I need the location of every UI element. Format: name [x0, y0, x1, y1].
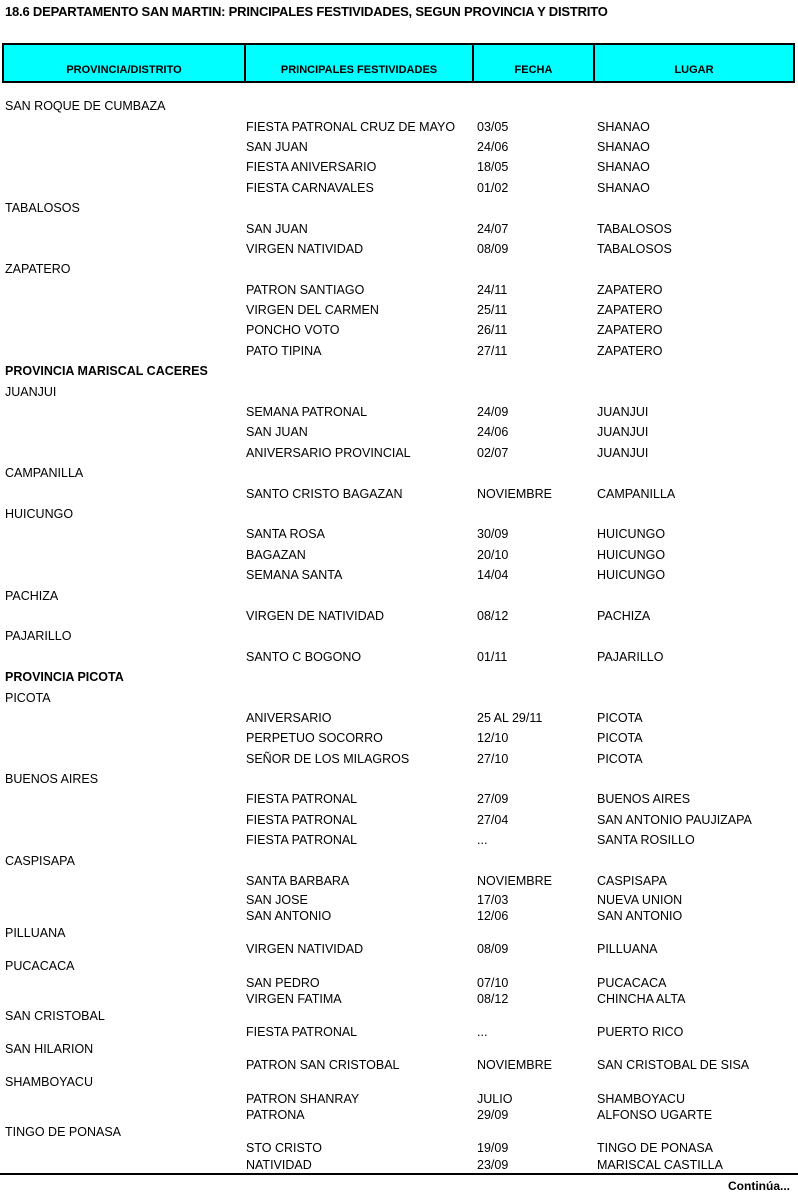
fecha-cell: 24/06: [477, 425, 509, 440]
fecha-cell: NOVIEMBRE: [477, 486, 553, 501]
festividad-cell: PATRON SHANRAY: [246, 1091, 360, 1106]
festividad-cell: VIRGEN FATIMA: [246, 992, 342, 1007]
provincia-distrito-cell: PACHIZA: [5, 588, 59, 603]
table-row: [0, 565, 798, 585]
festividad-cell: STO CRISTO: [246, 1141, 322, 1156]
fecha-cell: 23/09: [477, 1158, 509, 1173]
table-row: [0, 1157, 798, 1174]
fecha-cell: 19/09: [477, 1141, 509, 1156]
table-row: [0, 402, 798, 422]
lugar-cell: CHINCHA ALTA: [597, 992, 686, 1007]
provincia-distrito-cell: CASPISAPA: [5, 853, 75, 868]
column-header-provincia-distrito: PROVINCIA/DISTRITO: [4, 45, 246, 81]
provincia-distrito-cell: ZAPATERO: [5, 262, 71, 277]
table-row: [0, 908, 798, 925]
lugar-cell: HUICUNGO: [597, 527, 666, 542]
festividad-cell: FIESTA PATRONAL: [246, 1025, 358, 1040]
provincia-distrito-cell: PROVINCIA MARISCAL CACERES: [5, 364, 208, 379]
fecha-cell: 27/10: [477, 751, 509, 766]
fecha-cell: 24/11: [477, 282, 508, 297]
lugar-cell: CAMPANILLA: [597, 486, 676, 501]
lugar-cell: PUERTO RICO: [597, 1025, 684, 1040]
festividad-cell: NATIVIDAD: [246, 1158, 312, 1173]
lugar-cell: MARISCAL CASTILLA: [597, 1158, 723, 1173]
table-row: [0, 137, 798, 157]
festividad-cell: PATRON SANTIAGO: [246, 282, 365, 297]
fecha-cell: 27/04: [477, 812, 509, 827]
fecha-cell: 12/10: [477, 731, 509, 746]
provincia-distrito-cell: BUENOS AIRES: [5, 772, 99, 787]
lugar-cell: ALFONSO UGARTE: [597, 1108, 713, 1123]
table-row: [0, 924, 798, 941]
fecha-cell: 02/07: [477, 445, 509, 460]
fecha-cell: 14/04: [477, 568, 509, 583]
fecha-cell: 08/09: [477, 942, 509, 957]
lugar-cell: ZAPATERO: [597, 303, 663, 318]
lugar-cell: HUICUNGO: [597, 568, 666, 583]
lugar-cell: CASPISAPA: [597, 874, 667, 889]
table-row: [0, 941, 798, 958]
lugar-cell: JUANJUI: [597, 425, 649, 440]
festividad-cell: FIESTA PATRONAL: [246, 812, 358, 827]
table-row: [0, 728, 798, 748]
fecha-cell: 30/09: [477, 527, 509, 542]
table-row: [0, 974, 798, 991]
fecha-cell: 27/09: [477, 792, 509, 807]
festividad-cell: FIESTA ANIVERSARIO: [246, 160, 377, 175]
table-row: [0, 1140, 798, 1157]
table-row: [0, 504, 798, 524]
provincia-distrito-cell: SAN CRISTOBAL: [5, 1008, 105, 1023]
festividad-cell: FIESTA PATRONAL CRUZ DE MAYO: [246, 119, 456, 134]
festividad-cell: SAN PEDRO: [246, 975, 320, 990]
provincia-distrito-cell: JUANJUI: [5, 384, 57, 399]
festividad-cell: VIRGEN DE NATIVIDAD: [246, 608, 384, 623]
table-row: [0, 647, 798, 667]
table-row: [0, 361, 798, 381]
lugar-cell: SHANAO: [597, 180, 650, 195]
festividad-cell: SEÑOR DE LOS MILAGROS: [246, 751, 410, 766]
table-row: [0, 1007, 798, 1024]
fecha-cell: 08/09: [477, 241, 509, 256]
provincia-distrito-cell: HUICUNGO: [5, 507, 74, 521]
fecha-cell: 27/11: [477, 343, 508, 358]
festividad-cell: SAN JUAN: [246, 139, 308, 154]
table-body: [0, 96, 798, 1173]
lugar-cell: TINGO DE PONASA: [597, 1141, 713, 1156]
lugar-cell: PAJARILLO: [597, 649, 664, 664]
continua-note: Continúa...: [728, 1179, 790, 1193]
table-row: [0, 850, 798, 870]
table-row: [0, 1074, 798, 1091]
festividad-cell: VIRGEN NATIVIDAD: [246, 942, 364, 957]
lugar-cell: JUANJUI: [597, 405, 649, 420]
table-row: [0, 1124, 798, 1141]
table-row: [0, 545, 798, 565]
fecha-cell: 29/09: [477, 1108, 509, 1123]
lugar-cell: PICOTA: [597, 751, 643, 766]
table-header: [2, 43, 795, 83]
lugar-cell: PICOTA: [597, 731, 643, 746]
table-row: [0, 1041, 798, 1058]
fecha-cell: 18/05: [477, 160, 509, 175]
table-row: [0, 443, 798, 463]
festividad-cell: SAN JUAN: [246, 221, 308, 236]
festividad-cell: SAN JOSE: [246, 892, 308, 907]
fecha-cell: 08/12: [477, 608, 509, 623]
lugar-cell: TABALOSOS: [597, 241, 672, 256]
fecha-cell: JULIO: [477, 1091, 513, 1106]
fecha-cell: ...: [477, 833, 488, 848]
table-row: [0, 789, 798, 809]
festividad-cell: SEMANA SANTA: [246, 568, 343, 583]
lugar-cell: SHANAO: [597, 139, 650, 154]
fecha-cell: 17/03: [477, 892, 509, 907]
festividad-cell: PATRONA: [246, 1108, 305, 1123]
lugar-cell: ZAPATERO: [597, 343, 663, 358]
fecha-cell: 26/11: [477, 323, 508, 338]
table-row: [0, 463, 798, 483]
table-row: [0, 891, 798, 908]
provincia-distrito-cell: CAMPANILLA: [5, 466, 84, 481]
lugar-cell: JUANJUI: [597, 445, 649, 460]
fecha-cell: 01/02: [477, 180, 509, 195]
provincia-distrito-cell: PUCACACA: [5, 958, 75, 973]
fecha-cell: 25/11: [477, 303, 508, 318]
festividad-cell: BAGAZAN: [246, 547, 306, 562]
table-row: [0, 524, 798, 544]
table-row: [0, 341, 798, 361]
lugar-cell: SHANAO: [597, 160, 650, 175]
table-row: [0, 422, 798, 442]
fecha-cell: ...: [477, 1025, 488, 1040]
festividad-cell: FIESTA PATRONAL: [246, 833, 358, 848]
table-row: [0, 626, 798, 646]
lugar-cell: SANTA ROSILLO: [597, 833, 695, 848]
festividad-cell: FIESTA PATRONAL: [246, 792, 358, 807]
festividad-cell: SAN ANTONIO: [246, 909, 332, 924]
festividad-cell: PATO TIPINA: [246, 343, 322, 358]
table-row: [0, 1057, 798, 1074]
fecha-cell: 07/10: [477, 975, 509, 990]
festividad-cell: ANIVERSARIO: [246, 710, 332, 725]
table-bottom-rule: [0, 1173, 798, 1175]
lugar-cell: SHAMBOYACU: [597, 1091, 685, 1106]
lugar-cell: ZAPATERO: [597, 323, 663, 338]
lugar-cell: SAN ANTONIO PAUJIZAPA: [597, 812, 752, 827]
table-row: [0, 585, 798, 605]
table-row: [0, 1024, 798, 1041]
provincia-distrito-cell: SHAMBOYACU: [5, 1075, 93, 1090]
table-row: [0, 769, 798, 789]
lugar-cell: PILLUANA: [597, 942, 658, 957]
provincia-distrito-cell: SAN ROQUE DE CUMBAZA: [5, 99, 166, 114]
table-row: [0, 991, 798, 1008]
table-row: [0, 667, 798, 687]
festividad-cell: VIRGEN DEL CARMEN: [246, 303, 379, 318]
lugar-cell: PUCACACA: [597, 975, 667, 990]
table-row: [0, 749, 798, 769]
fecha-cell: 12/06: [477, 909, 509, 924]
lugar-cell: SAN CRISTOBAL DE SISA: [597, 1058, 750, 1073]
festividad-cell: SANTO CRISTO BAGAZAN: [246, 486, 403, 501]
lugar-cell: PACHIZA: [597, 608, 651, 623]
festividad-cell: SANTA ROSA: [246, 527, 325, 542]
lugar-cell: BUENOS AIRES: [597, 792, 691, 807]
table-row: [0, 218, 798, 238]
festividad-cell: PATRON SAN CRISTOBAL: [246, 1058, 400, 1073]
table-row: [0, 157, 798, 177]
fecha-cell: 24/06: [477, 139, 509, 154]
table-row: [0, 198, 798, 218]
column-header-fecha: FECHA: [474, 45, 595, 81]
provincia-distrito-cell: PROVINCIA PICOTA: [5, 670, 124, 685]
fecha-cell: 01/11: [477, 649, 508, 664]
table-row: [0, 810, 798, 830]
provincia-distrito-cell: PAJARILLO: [5, 629, 72, 644]
provincia-distrito-cell: PILLUANA: [5, 925, 66, 940]
fecha-cell: 03/05: [477, 119, 509, 134]
lugar-cell: SHANAO: [597, 119, 650, 134]
provincia-distrito-cell: PICOTA: [5, 690, 51, 705]
lugar-cell: ZAPATERO: [597, 282, 663, 297]
lugar-cell: TABALOSOS: [597, 221, 672, 236]
festividad-cell: SEMANA PATRONAL: [246, 405, 368, 420]
table-row: [0, 958, 798, 975]
table-row: [0, 96, 798, 116]
lugar-cell: HUICUNGO: [597, 547, 666, 562]
table-row: [0, 871, 798, 891]
festividad-cell: PONCHO VOTO: [246, 323, 340, 338]
table-row: [0, 483, 798, 503]
table-row: [0, 178, 798, 198]
festividad-cell: FIESTA CARNAVALES: [246, 180, 374, 195]
table-row: [0, 116, 798, 136]
festividad-cell: VIRGEN NATIVIDAD: [246, 241, 364, 256]
fecha-cell: 24/09: [477, 405, 509, 420]
table-row: [0, 687, 798, 707]
fecha-cell: NOVIEMBRE: [477, 1058, 553, 1073]
table-row: [0, 259, 798, 279]
table-row: [0, 381, 798, 401]
lugar-cell: NUEVA UNION: [597, 892, 683, 907]
lugar-cell: SAN ANTONIO: [597, 909, 683, 924]
lugar-cell: PICOTA: [597, 710, 643, 725]
table-row: [0, 708, 798, 728]
provincia-distrito-cell: SAN HILARION: [5, 1041, 94, 1056]
provincia-distrito-cell: TABALOSOS: [5, 201, 80, 216]
table-row: [0, 1107, 798, 1124]
fecha-cell: 25 AL 29/11: [477, 710, 543, 725]
fecha-cell: 08/12: [477, 992, 509, 1007]
festividad-cell: SAN JUAN: [246, 425, 308, 440]
column-header-principales-festividades: PRINCIPALES FESTIVIDADES: [246, 45, 474, 81]
table-row: [0, 320, 798, 340]
festividad-cell: SANTO C BOGONO: [246, 649, 362, 664]
provincia-distrito-cell: TINGO DE PONASA: [5, 1124, 121, 1139]
fecha-cell: 20/10: [477, 547, 509, 562]
table-row: [0, 280, 798, 300]
table-row: [0, 830, 798, 850]
table-row: [0, 606, 798, 626]
table-row: [0, 239, 798, 259]
festividad-cell: SANTA BARBARA: [246, 874, 350, 889]
fecha-cell: 24/07: [477, 221, 509, 236]
page-title: 18.6 DEPARTAMENTO SAN MARTIN: PRINCIPALES FESTIVIDADES, SEGUN PROVINCIA Y DISTRITO: [5, 4, 608, 19]
festividad-cell: ANIVERSARIO PROVINCIAL: [246, 445, 411, 460]
column-header-lugar: LUGAR: [674, 64, 714, 76]
table-row: [0, 1090, 798, 1107]
festividad-cell: PERPETUO SOCORRO: [246, 731, 383, 746]
fecha-cell: NOVIEMBRE: [477, 874, 553, 889]
table-row: [0, 300, 798, 320]
